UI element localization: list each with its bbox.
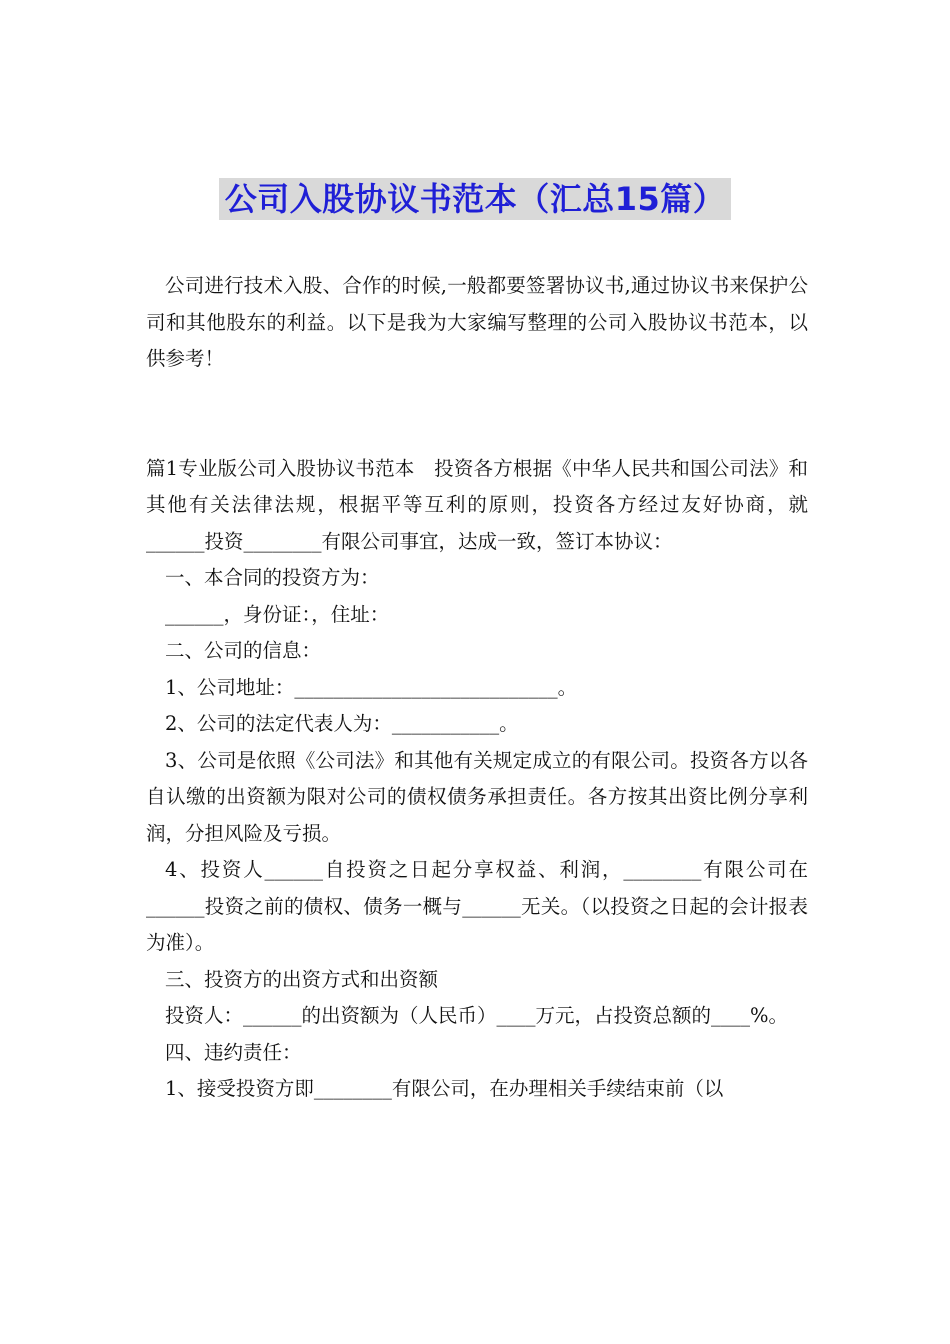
clause-heading-contribution: 三、投资方的出资方式和出资额 xyxy=(165,967,439,991)
intro-paragraph: 公司进行技术入股、合作的时候,一般都要签署协议书,通过协议书来保护公司和其他股东的利益。以下是我为大家编写整理的公司入股协议书范本，以供参考！ xyxy=(146,274,808,370)
clause-heading-company-info: 二、公司的信息： xyxy=(165,639,322,662)
clause-liability-1: 1、接受投资方即________有限公司，在办理相关手续结束前（以 xyxy=(165,1077,724,1100)
clause-investor-info: ______，身份证：，住址： xyxy=(165,602,390,626)
document-title: 公司入股协议书范本（汇总15篇） xyxy=(219,178,732,220)
document-body xyxy=(146,268,808,1108)
title-container xyxy=(0,178,950,220)
paragraph-spacer xyxy=(146,378,808,451)
clause-company-address: 1、公司地址：___________________________。 xyxy=(165,675,578,699)
section-1-paragraph: 篇1专业版公司入股协议书范本 投资各方根据《中华人民共和国公司法》和其他有关法律法规，根据平等互利的原则，投资各方经过友好协商，就______投资________有限公司事宜，达成一致，签订本协议： xyxy=(146,456,808,553)
clause-investor-rights: 4、投资人______自投资之日起分享权益、利润，________有限公司在______投资之前的债权、债务一概与______无关。（以投资之日起的会计报表为准）。 xyxy=(146,858,808,954)
clause-company-liability: 3、公司是依照《公司法》和其他有关规定成立的有限公司。投资各方以各自认缴的出资额为限对公司的债权债务承担责任。各方按其出资比例分享利润，分担风险及亏损。 xyxy=(146,748,808,845)
clause-heading-liability: 四、违约责任： xyxy=(165,1040,302,1064)
clause-contribution-amount: 投资人：______的出资额为（人民币）____万元，占投资总额的____%。 xyxy=(165,1004,789,1027)
clause-legal-representative: 2、公司的法定代表人为：___________。 xyxy=(165,712,519,735)
clause-heading-investors: 一、本合同的投资方为： xyxy=(165,566,380,589)
